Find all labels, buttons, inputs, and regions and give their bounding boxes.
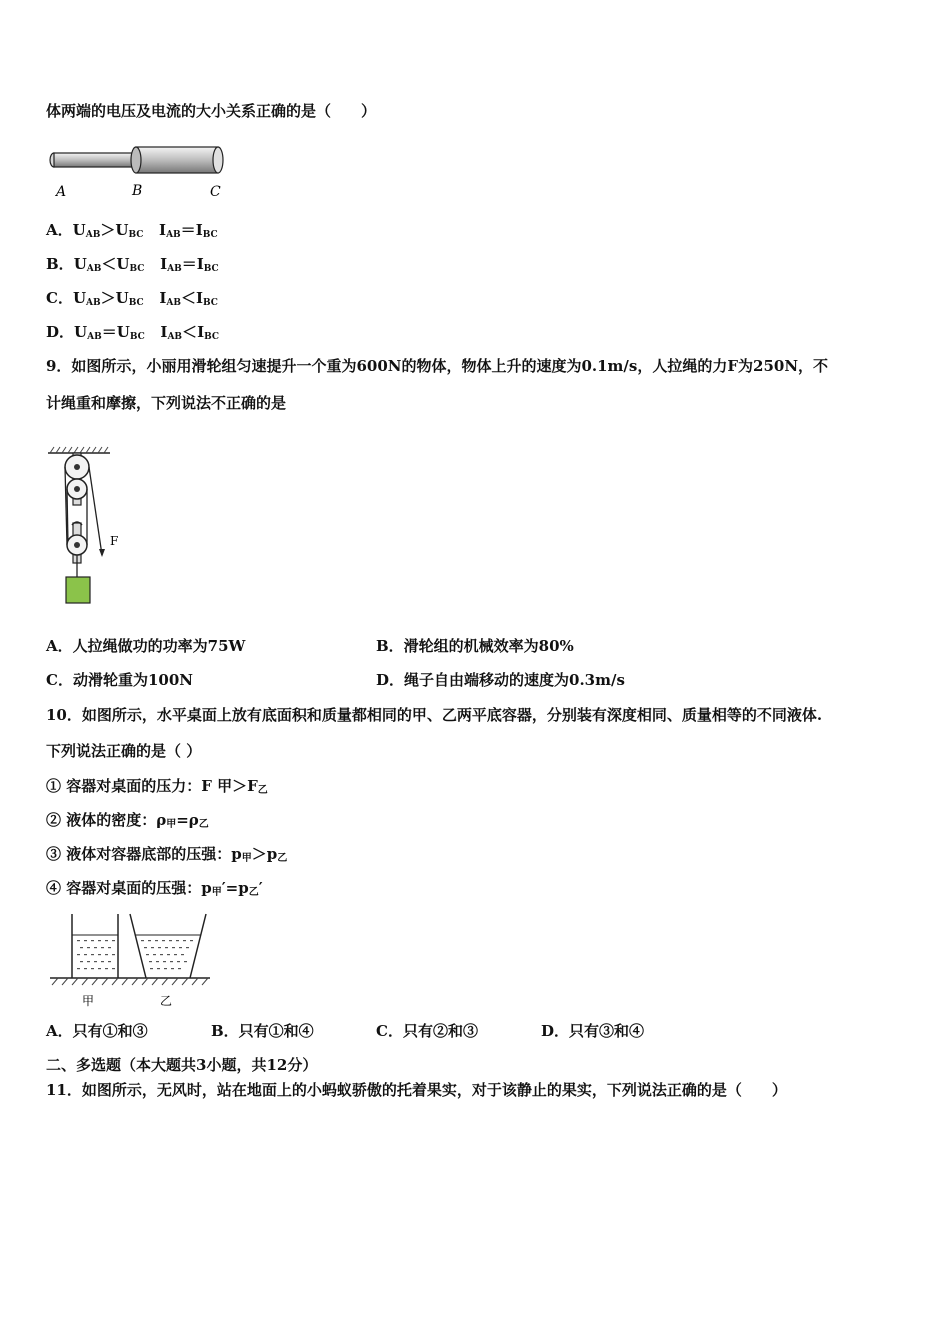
q10-stem-line2: 下列说法正确的是（ ）	[46, 742, 202, 760]
label-yi: 乙	[160, 994, 173, 1008]
q10-statement-3: ③ 液体对容器底部的压强：p甲＞p乙	[46, 845, 288, 864]
conductor-figure	[46, 140, 231, 202]
q10-statement-2: ② 液体的密度：ρ甲=ρ乙	[46, 811, 209, 830]
containers-figure	[46, 910, 216, 1010]
q9-option-a: A．人拉绳做功的功率为75W	[46, 637, 246, 655]
q9-stem-line1: 9．如图所示，小丽用滑轮组匀速提升一个重为600N的物体，物体上升的速度为0.1m/s，人拉绳的力F为250N，不	[46, 357, 829, 375]
q9-option-d: D．绳子自由端移动的速度为0.3m/s	[376, 671, 625, 689]
q10-option-b: B．只有①和④	[211, 1022, 314, 1040]
q10-statement-1: ① 容器对桌面的压力：F 甲＞F乙	[46, 777, 268, 796]
q11-stem: 11．如图所示，无风时，站在地面上的小蚂蚁骄傲的托着果实，对于该静止的果实，下列说法正确的是（ ）	[46, 1081, 787, 1099]
q8-option-b: B．$U_{AB}<U_{BC}$ $I_{AB}=I_{BC}$	[46, 255, 219, 274]
q10-option-c: C．只有②和③	[376, 1022, 478, 1040]
q10-stem-line1: 10．如图所示，水平桌面上放有底面积和质量都相同的甲、乙两平底容器，分别装有深度相同、质量相等的不同液体.	[46, 706, 823, 724]
label-b: B	[132, 183, 143, 199]
q8-option-a: A．$U_{AB}>U_{BC}$ $I_{AB}=I_{BC}$	[46, 221, 218, 240]
q8-option-c: C．$U_{AB}>U_{BC}$ $I_{AB}<I_{BC}$	[46, 289, 218, 308]
q8-stem: 体两端的电压及电流的大小关系正确的是（ ）	[46, 102, 377, 120]
force-label: F	[110, 534, 119, 548]
label-a: A	[56, 184, 67, 200]
label-jia: 甲	[82, 994, 95, 1008]
section-heading: 二、多选题（本大题共3小题，共12分）	[46, 1056, 318, 1074]
q10-statement-4: ④ 容器对桌面的压强：p甲′=p乙′	[46, 879, 263, 898]
q9-stem-line2: 计绳重和摩擦，下列说法不正确的是	[46, 394, 287, 412]
q10-option-d: D．只有③和④	[541, 1022, 645, 1040]
q9-option-c: C．动滑轮重为100N	[46, 671, 193, 689]
pulley-figure	[46, 445, 126, 610]
label-c: C	[210, 184, 221, 200]
q8-option-d: D．$U_{AB}=U_{BC}$ $I_{AB}<I_{BC}$	[46, 323, 220, 342]
q9-option-b: B．滑轮组的机械效率为80%	[376, 637, 574, 655]
q10-option-a: A．只有①和③	[46, 1022, 148, 1040]
